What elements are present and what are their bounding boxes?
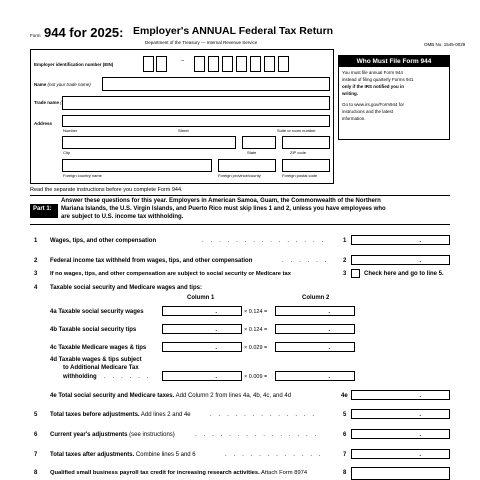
omb-number: OMB No. 1545-0029: [424, 42, 466, 47]
address-label: Address: [34, 121, 53, 126]
city-sublabel: City: [63, 150, 70, 155]
line-6-amount-input[interactable]: .: [351, 429, 450, 439]
main-title: Employer's ANNUAL Federal Tax Return: [133, 25, 334, 37]
ein-digit-7[interactable]: [250, 56, 261, 72]
state-sublabel: State: [247, 150, 257, 155]
foreign-postal-sublabel: Foreign postal code: [282, 173, 318, 178]
line-4d-rate: × 0.009 =: [244, 374, 268, 380]
ein-digit-3[interactable]: [194, 56, 205, 72]
zip-sublabel: ZIP code: [290, 150, 306, 155]
line-5-box-number: 5: [343, 412, 347, 418]
line-4-number: 4: [34, 285, 38, 291]
ein-digit-6[interactable]: [236, 56, 247, 72]
line-7-label: Total taxes after adjustments. Combine lines 5 and 6: [50, 452, 196, 458]
who-must-file-box: [338, 55, 450, 140]
line-6-box-number: 6: [343, 432, 347, 438]
line-6-number: 6: [34, 432, 38, 438]
ein-digit-9[interactable]: [278, 56, 289, 72]
line-2-label: Federal income tax withheld from wages, tips, and other compensation: [50, 258, 253, 264]
foreign-country-input[interactable]: [62, 159, 212, 172]
line-8-number: 8: [34, 470, 38, 476]
form-word: Form: [30, 33, 41, 38]
line-4c-column-1-input[interactable]: .: [162, 342, 242, 352]
name-input[interactable]: [102, 77, 330, 91]
ein-digit-8[interactable]: [264, 56, 275, 72]
who-must-file-text-4: writing.: [342, 91, 358, 96]
ein-digit-2[interactable]: [156, 56, 167, 72]
read-instructions: Read the separate instructions before you complete Form 944.: [30, 187, 183, 193]
line-4c-rate: × 0.029 =: [244, 345, 268, 351]
line-5-number: 5: [34, 412, 38, 418]
who-must-file-title: Who Must File Form 944: [339, 56, 449, 67]
number-sublabel: Number: [63, 128, 78, 133]
column-2-header: Column 2: [302, 295, 330, 301]
line-1-box-number: 1: [343, 238, 347, 244]
who-must-file-text-5: Go to www.irs.gov/Form944 for: [342, 102, 405, 107]
line-1-amount-input[interactable]: .: [351, 235, 450, 245]
line-4b-column-1-input[interactable]: .: [162, 324, 242, 334]
line-2-amount-input[interactable]: .: [351, 255, 450, 265]
address-number-street-input[interactable]: [62, 115, 330, 127]
line-6-label: Current year's adjustments (see instructions): [50, 432, 175, 438]
department-line: Department of the Treasury — Internal Revenue Service: [145, 40, 258, 45]
ein-dash: –: [181, 58, 185, 64]
who-must-file-text-7: information.: [342, 116, 366, 121]
part1-label: Part 1:: [33, 206, 52, 212]
line-4d-label-2: to Additional Medicare Tax: [63, 365, 139, 371]
trade-name-label: Trade name: [34, 100, 60, 105]
name-label: Name (not your trade name): [34, 82, 91, 87]
line-7-leader: . . . . . . . . . . . .: [225, 452, 324, 458]
line-1-number: 1: [34, 238, 38, 244]
line-4a-column-1-input[interactable]: .: [162, 306, 242, 316]
part1-bottom-rule: [30, 224, 450, 225]
ein-digit-4[interactable]: [208, 56, 219, 72]
line-4c-label: 4c Taxable Medicare wages & tips: [50, 345, 147, 351]
line-2-number: 2: [34, 258, 38, 264]
line-1-leader: . . . . . . . . . . . . . . .: [202, 238, 326, 244]
zip-input[interactable]: [282, 136, 330, 149]
line-3-number: 3: [34, 271, 38, 277]
line-4e-label: 4e Total social security and Medicare taxes. Add Column 2 from lines 4a, 4b, 4c, and 4d: [50, 393, 292, 399]
line-4a-label: 4a Taxable social security wages: [50, 309, 144, 315]
line-4e-box-number: 4e: [341, 393, 348, 399]
part1-instructions-1: Answer these questions for this year. Employers in American Samoa, Guam, the Commonwealth of the Northern: [61, 198, 381, 204]
line-4b-label: 4b Taxable social security tips: [50, 327, 137, 333]
line-4d-label-3: withholding: [63, 374, 97, 380]
line-7-box-number: 7: [343, 452, 347, 458]
line-3-check-label: Check here and go to line 5.: [364, 271, 444, 277]
line-2-leader: . . . . . .: [282, 258, 329, 264]
ein-digit-1[interactable]: [143, 56, 154, 72]
form-title: 944 for 2025:: [44, 25, 124, 40]
line-4b-column-2-input[interactable]: .: [275, 324, 355, 334]
line-2-box-number: 2: [343, 258, 347, 264]
foreign-province-input[interactable]: [218, 159, 276, 172]
line-4a-rate: × 0.124 =: [244, 309, 268, 315]
ein-label: Employer identification number (EIN): [34, 62, 114, 67]
part1-instructions-3: are subject to U.S. income tax withholding.: [61, 214, 184, 220]
who-must-file-text-2: instead of filing quarterly Forms 941: [342, 77, 414, 82]
state-input[interactable]: [242, 136, 276, 149]
line-4b-rate: × 0.124 =: [244, 327, 268, 333]
who-must-file-text-6: instructions and the latest: [342, 109, 394, 114]
ein-digit-5[interactable]: [222, 56, 233, 72]
part1-instructions-2: Mariana Islands, the U.S. Virgin Islands, and Puerto Rico must skip lines 1 and 2, unless you have employees who: [61, 206, 386, 212]
line-3-label: If no wages, tips, and other compensation are subject to social security or Medicare tax: [50, 271, 291, 277]
who-must-file-text-1: You must file annual Form 944: [342, 70, 403, 75]
street-sublabel: Street: [178, 128, 189, 133]
line-7-number: 7: [34, 452, 38, 458]
column-1-header: Column 1: [187, 295, 215, 301]
line-8-label: Qualified small business payroll tax credit for increasing research activities. Attach Form 8974: [50, 470, 308, 476]
line-1-label: Wages, tips, and other compensation: [50, 238, 157, 244]
line-4e-amount-input[interactable]: .: [351, 390, 450, 400]
suite-sublabel: Suite or room number: [277, 128, 316, 133]
city-input[interactable]: [62, 136, 236, 149]
line-7-amount-input[interactable]: .: [351, 449, 450, 459]
line-5-label: Total taxes before adjustments. Add lines 2 and 4e: [50, 412, 191, 418]
foreign-postal-input[interactable]: [282, 159, 330, 172]
line-4c-column-2-input[interactable]: .: [275, 342, 355, 352]
line-8-box-number: 8: [343, 470, 347, 476]
trade-name-input[interactable]: [62, 96, 330, 110]
line-8-amount-input[interactable]: [351, 467, 450, 480]
part1-top-rule: [30, 195, 450, 196]
line-6-leader: . . . . . . . . . . . . . . .: [195, 432, 319, 438]
line-4d-leader: . . . . . .: [104, 374, 151, 380]
line-4-label: Taxable social security and Medicare wages and tips:: [50, 285, 202, 291]
line-4d-column-1-input[interactable]: .: [162, 371, 242, 381]
foreign-province-sublabel: Foreign province/county: [218, 173, 261, 178]
line-5-leader: . . . . . . . . . . . . .: [210, 412, 317, 418]
line-4d-column-2-input[interactable]: .: [275, 371, 355, 381]
who-must-file-text-3: only if the IRS notified you in: [342, 84, 404, 89]
line-3-checkbox[interactable]: [351, 269, 360, 278]
foreign-country-sublabel: Foreign country name: [63, 173, 102, 178]
line-4a-column-2-input[interactable]: .: [275, 306, 355, 316]
line-5-amount-input[interactable]: .: [351, 409, 450, 419]
line-3-box-number: 3: [343, 271, 347, 277]
line-4d-label-1: 4d Taxable wages & tips subject: [50, 357, 142, 363]
